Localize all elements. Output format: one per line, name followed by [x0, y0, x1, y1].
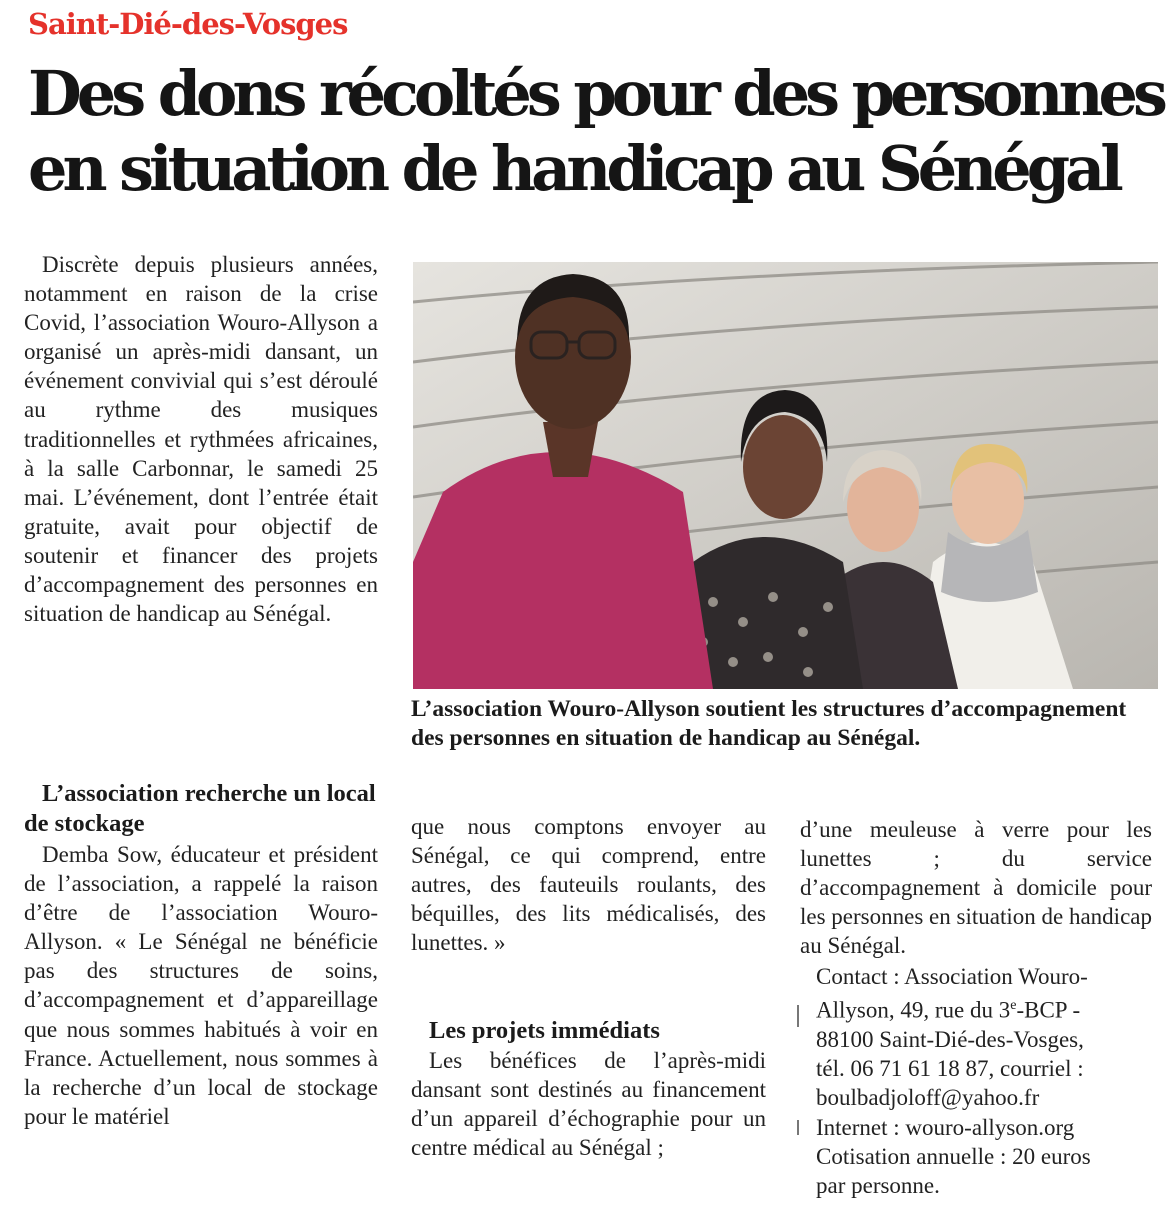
info-contact-bcp: -BCP -: [1016, 997, 1081, 1023]
info-contact-line2: [816, 991, 1154, 1025]
section1-col1-text: Demba Sow, éducateur et président de l’association, a rappelé la raison d’être de l’association Wouro-Allyson. « Le Sénégal ne bénéficie pas des structures de soins, d’accompagnement et d’appareillage que nous sommes habitués à voir en France. Actuellement, nous sommes à la recherche d’un local de stockage pour le matériel: [24, 842, 378, 1129]
info-cotisation-line1: Cotisation annuelle : 20 euros: [816, 1143, 1091, 1169]
info-contact-city: 88100 Saint-Dié-des-Vosges,: [816, 1027, 1084, 1053]
intro-paragraph: [24, 250, 378, 628]
info-email[interactable]: boulbadjoloff@yahoo.fr: [816, 1085, 1040, 1111]
section1-column1: [24, 840, 378, 1131]
info-box: [816, 962, 1154, 1200]
subhead-local-stockage: L’association recherche un local de stockage: [24, 780, 376, 837]
intro-text: Discrète depuis plusieurs années, notamment en raison de la crise Covid, l’association Wouro-Allyson a organisé un après-midi dansant, un événement convivial qui s’est déroulé au rythme des musiques traditionnelles et rythmées africaines, à la salle Carbonnar, le samedi 25 mai. L’événement, dont l’entrée était gratuite, avait pour objectif de soutenir et financer des projets d’accompagnement des personnes en situation de handicap au Sénégal.: [24, 252, 378, 627]
section2-column3: [800, 815, 1152, 960]
section2-col3-text: d’une meuleuse à verre pour les lunettes ; du service d’accompagnement à domicile pour les personnes en situation de handicap au Sénégal.: [800, 817, 1152, 959]
info-rule-bottom: [797, 1120, 799, 1135]
section2-col2-text: Les bénéfices de l’après-midi dansant sont destinés au financement d’un appareil d’échographie pour un centre médical au Sénégal ;: [411, 1048, 766, 1161]
info-contact-address: Allyson, 49, rue du 3: [816, 997, 1011, 1023]
photo-illustration: [413, 262, 1158, 689]
section2-column2: [411, 1046, 766, 1162]
headline-line-1: Des dons récoltés pour des personnes: [28, 57, 1163, 130]
article-photo: [413, 262, 1158, 689]
info-website[interactable]: Internet : wouro-allyson.org: [816, 1114, 1075, 1140]
info-contact-line1: Contact : Association Wouro-: [816, 964, 1088, 989]
photo-caption: L’association Wouro-Allyson soutient les structures d’accompagnement des personnes en situation de handicap au Sénégal.: [411, 696, 1127, 751]
info-rule-top: [797, 1005, 799, 1027]
info-telephone: tél. 06 71 61 18 87, courriel :: [816, 1056, 1084, 1082]
subhead-projets-immediats: Les projets immédiats: [429, 1017, 660, 1044]
info-contact-sup: e: [1010, 998, 1017, 1014]
article-kicker: Saint-Dié-des-Vosges: [28, 7, 348, 41]
section1-col2-text: que nous comptons envoyer au Sénégal, ce qui comprend, entre autres, des fauteuils roulants, des béquilles, des lits médicalisés, des lunettes. »: [411, 814, 766, 956]
section1-column2: [411, 812, 766, 957]
info-cotisation-line2: par personne.: [816, 1173, 940, 1199]
article-headline: [28, 56, 1163, 206]
headline-line-2: en situation de handicap au Sénégal: [28, 132, 1119, 205]
